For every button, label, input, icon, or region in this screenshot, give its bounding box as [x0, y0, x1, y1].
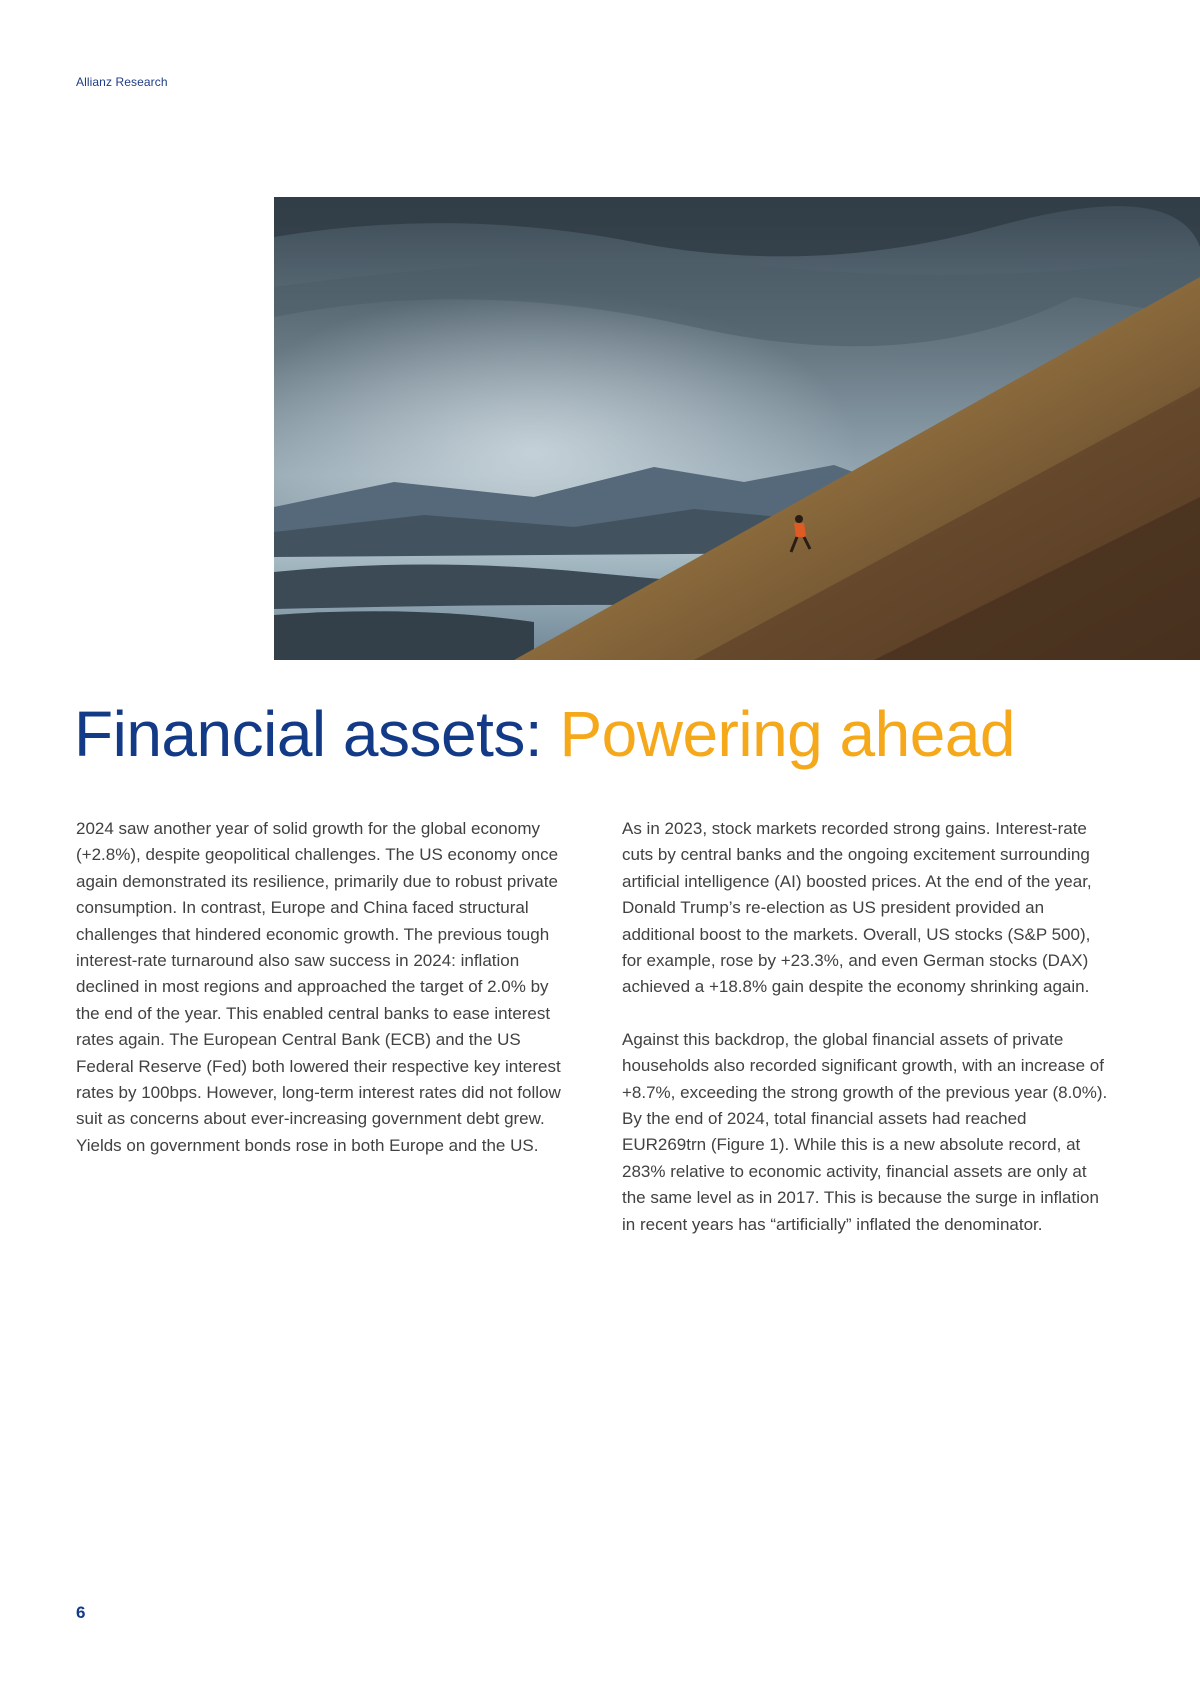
headline-accent: Powering ahead: [559, 698, 1015, 770]
headline-primary: Financial assets:: [74, 698, 560, 770]
body-column-right: [622, 816, 1112, 1238]
body-column-left: [76, 816, 566, 1159]
paragraph-financial-assets: Against this backdrop, the global financial assets of private households also recorded significant growth, with an increase of +8.7%, exceeding the strong growth of the previous year (8.0%). By the end of 2024, total financial assets had reached EUR269trn (Figure 1). While this is a new absolute record, at 283% relative to economic activity, financial assets are only at the same level as in 2017. This is because the surge in inflation in recent years has “artificially” inflated the denominator.: [622, 1029, 1108, 1234]
paragraph-stock-markets: As in 2023, stock markets recorded strong gains. Interest-rate cuts by central banks and the ongoing excitement surrounding artificial intelligence (AI) boosted prices. At the end of the year, Donald Trump’s re-election as US president provided an additional boost to the markets. Overall, US stocks (S&P 500), for example, rose by +23.3%, and even German stocks (DAX) achieved a +18.8% gain despite the economy shrinking again.: [622, 819, 1092, 997]
paragraph-economy-overview: 2024 saw another year of solid growth for the global economy (+2.8%), despite geopolitical challenges. The US economy once again demonstrated its resilience, primarily due to robust private consumption. In contrast, Europe and China faced structural challenges that hindered economic growth. The previous tough interest-rate turnaround also saw success in 2024: inflation declined in most regions and approached the target of 2.0% by the end of the year. This enabled central banks to ease interest rates again. The European Central Bank (ECB) and the US Federal Reserve (Fed) both lowered their respective key interest rates by 100bps. However, long-term interest rates did not follow suit as concerns about ever-increasing government debt grew. Yields on government bonds rose in both Europe and the US.: [76, 819, 561, 1155]
header-label: Allianz Research: [76, 75, 168, 89]
page-headline: [74, 694, 1015, 774]
hero-image: [274, 197, 1200, 660]
page-number: 6: [76, 1603, 86, 1622]
